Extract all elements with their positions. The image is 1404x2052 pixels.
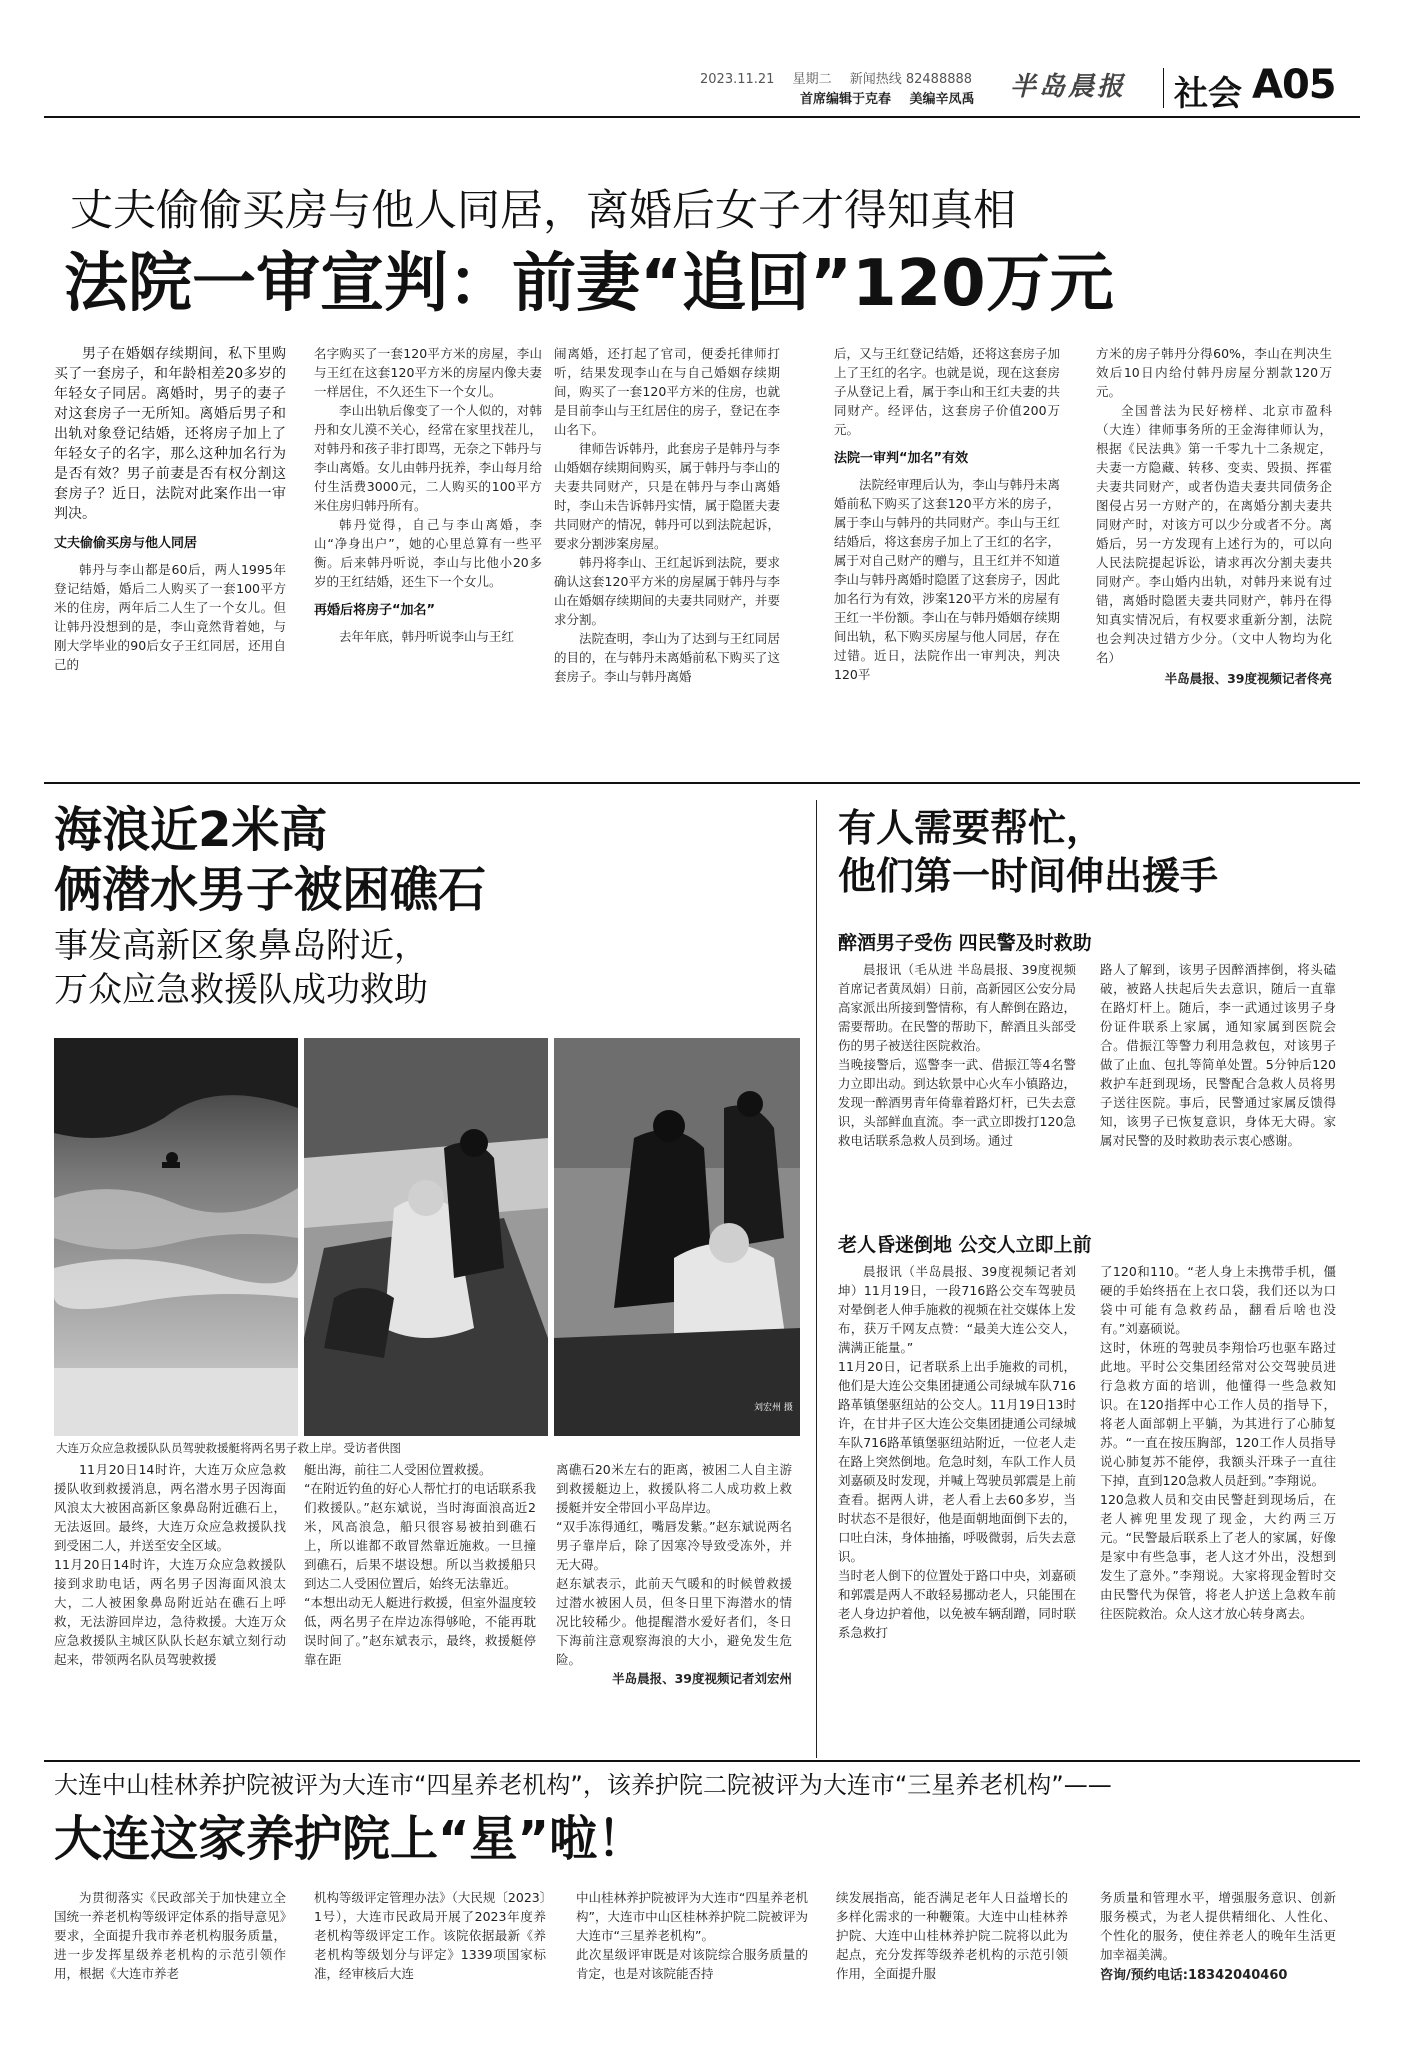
story4-body-2: 机构等级评定管理办法》（大民规〔2023〕1号），大连市民政局开展了2023年度养老机构等级评定工作。该院依据最新《养老机构等级划分与评定》1339项国家标准，经审核后大连 [314, 1890, 546, 1981]
story3-p1-body-2: 路人了解到，该男子因醉酒摔倒，将头磕破，被路人扶起后失去意识，随后一直靠在路灯杆上。随后，李一武通过该男子身份证件联系上家属，通知家属到医院会合。借振江等警力利用急救包，对该男子做了止血、包扎等简单处置。5分钟后120救护车赶到现场，民警配合急救人员将男子送往医院。事后，民警通过家属反馈得知，该男子已恢复意识，身体无大碍。家属对民警的及时救助表示衷心感谢。 [1100, 962, 1336, 1148]
story1-paragraph: 韩丹将李山、王红起诉到法院，要求确认这套120平方米的房屋属于韩丹与李山在婚姻存续期间的夫妻共同财产，并要求分割。 [554, 555, 780, 627]
story2-column-3 [556, 1460, 792, 1756]
column-divider [816, 800, 817, 1758]
masthead-rule [44, 116, 1360, 118]
rescue-photo-2 [304, 1038, 548, 1436]
art-editor: 美编辛凤禹 [909, 92, 975, 107]
story4-column-2 [314, 1888, 546, 2038]
story1-column-2 [314, 344, 542, 764]
hotline: 新闻热线 82488888 [849, 72, 973, 87]
story2-headline-line1: 海浪近2米高 [54, 802, 328, 858]
story3-p1-body-1: 晨报讯（毛从进 半岛晨报、39度视频首席记者黄凤娟）日前，高新园区公安分局高家派出所接到警情称，有人醉倒在路边，需要帮助。在民警的帮助下，醉酒且头部受伤的男子被送往医院救治。 当晚接警后，巡警李一武、借振江等4名警力立即出动。到达软景中心火车小镇路边，发现一醉酒男青年倚靠着路灯杆，已失去意识，头部鲜血直流。李一武立即拨打120急救电话联系急救人员到场。通过 [838, 962, 1076, 1148]
weekday: 星期二 [792, 72, 832, 87]
page-number: A05 [1252, 62, 1336, 108]
story3-p1-column-1 [838, 960, 1076, 1218]
photo-watermark: 刘宏州 摄 [754, 1403, 793, 1413]
section-name: 社会 [1174, 74, 1242, 114]
paper-name: 半岛晨报 [1010, 72, 1127, 102]
story1-column-3 [554, 344, 780, 764]
story1-paragraph: 去年年底，韩丹听说李山与王红 [339, 629, 515, 644]
story3-headline [838, 804, 1358, 900]
story1-paragraph: 韩丹与李山都是60后，两人1995年登记结婚，婚后二人购买了一套100平方米的住房，两年后二人生了一个女儿。但让韩丹没想到的是，李山竟然背着她，与刚大学毕业的90后女子王红同居，还用自己的 [54, 562, 286, 672]
story1-subhead-1: 丈夫偷偷买房与他人同居 [54, 536, 198, 551]
story4-column-4 [836, 1888, 1068, 2038]
story1-subhead-2: 再婚后将房子“加名” [314, 603, 436, 618]
story4-column-3 [576, 1888, 808, 2038]
rescue-photo-1 [54, 1038, 298, 1436]
section-rule-2 [44, 1760, 1360, 1762]
chief-editor: 首席编辑于克春 [800, 92, 892, 107]
rescue-photo-2-image [304, 1038, 548, 1436]
story1-byline: 半岛晨报、39度视频记者佟亮 [1164, 671, 1332, 686]
story3-subhead-2: 老人昏迷倒地 公交人立即上前 [838, 1234, 1092, 1256]
masthead-editor-line [800, 88, 1020, 107]
story4-headline: 大连这家养护院上“星”啦！ [54, 1811, 646, 1867]
story4-body-1: 为贯彻落实《民政部关于加快建立全国统一养老机构等级评定体系的指导意见》要求，全面提升我市养老机构服务质量，进一步发挥星级养老机构的示范引领作用，根据《大连市养老 [54, 1890, 286, 1981]
story3-headline-line1: 有人需要帮忙， [838, 806, 1105, 850]
story3-p1-column-2 [1100, 960, 1336, 1218]
story4-kicker: 大连中山桂林养护院被评为大连市“四星养老机构”，该养护院二院被评为大连市“三星养老机构”—— [54, 1771, 1112, 1799]
story1-column-4 [834, 344, 1060, 764]
story4-body-4: 续发展指高，能否满足老年人日益增长的多样化需求的一种鞭策。大连中山桂林养护院、大连中山桂林养护院二院将以此为起点，充分发挥等级养老机构的示范引领作用，全面提升服 [836, 1890, 1068, 1981]
story1-paragraph: 全国普法为民好榜样、北京市盈科（大连）律师事务所的王金海律师认为，根据《民法典》第一千零九十二条规定，夫妻一方隐藏、转移、变卖、毁损、挥霍夫妻共同财产，或者伪造夫妻共同债务企图侵占另一方财产的，在离婚分割夫妻共同财产时，对该方可以少分或者不分。离婚后，另一方发现有上述行为的，可以向人民法院提起诉讼，请求再次分割夫妻共同财产。李山婚内出轨，对韩丹来说有过错，离婚时隐匿夫妻共同财产，韩丹在得知真实情况后，有权要求重新分割，法院也会判决过错方少分。（文中人物均为化名） [1096, 403, 1332, 665]
story4-contact: 咨询/预约电话:18342040460 [1100, 1968, 1288, 1983]
story1-kicker: 丈夫偷偷买房与他人同居，离婚后女子才得知真相 [70, 186, 1016, 236]
rescue-photo-1-image [54, 1038, 298, 1436]
masthead-divider [1163, 68, 1164, 108]
story1-paragraph: 法院经审理后认为，李山与韩丹未离婚前私下购买了这套120平方米的房子，属于李山与韩丹的共同财产。李山与王红结婚后，将这套房子加上了王红的名字，属于对自己财产的赠与，且王红并不知道李山与韩丹离婚时隐匿了这套房子，因此加名行为有效，涉案120平方米的房屋有王红一半份额。李山在与韩丹婚姻存续期间出轨，私下购买房屋与他人同居，存在过错。近日，法院作出一审判决，判决120平 [834, 477, 1060, 682]
story2-body-3: 离礁石20米左右的距离，被困二人自主游到救援艇边上，救援队将二人成功救上救援艇并安全带回小平岛岸边。 “双手冻得通红，嘴唇发紫。”赵东斌说两名男子靠岸后，除了因寒冷导致受冻外，并无大碍。 赵东斌表示，此前天气暖和的时候曾救援过潜水被困人员，但冬日里下海潜水的情况比较稀少。他提醒潜水爱好者们，冬日下海前注意观察海浪的大小，避免发生危险。 [556, 1462, 792, 1667]
story1-paragraph: 闹离婚，还打起了官司，便委托律师打听，结果发现李山在与自己婚姻存续期间，购买了一套120平方米的住房，也就是目前李山与王红居住的房子，登记在李山名下。 [554, 346, 780, 437]
section-rule-1 [44, 782, 1360, 784]
story2-body-1: 11月20日14时许，大连万众应急救援队收到救援消息，两名潜水男子因海面风浪太大被困高新区象鼻岛附近礁石上，无法返回。最终，大连万众应急救援队找到受困二人，并送至安全区域。 11月20日14时许，大连万众应急救援队接到求助电话，两名男子因海面风浪太大，二人被困象鼻岛附近站在礁石上呼救，无法游回岸边，急待救援。大连万众应急救援队主城区队队长赵东斌立刻行动起来，带领两名队员驾驶救援 [54, 1462, 286, 1667]
story1-paragraph: 律师告诉韩丹，此套房子是韩丹与李山婚姻存续期间购买，属于韩丹与李山的夫妻共同财产，只是在韩丹与李山离婚时，李山未告诉韩丹实情，属于隐匿夫妻共同财产的情况，韩丹可以到法院起诉，要求分割涉案房屋。 [554, 441, 780, 551]
story1-paragraph: 后，又与王红登记结婚，还将这套房子加上了王红的名字。也就是说，现在这套房子从登记上看，属于李山和王红夫妻的共同财产。经评估，这套房子价值200万元。 [834, 346, 1060, 437]
story1-lead: 男子在婚姻存续期间，私下里购买了一套房子，和年龄相差20多岁的年轻女子同居。离婚时，男子的妻子对这套房子一无所知。离婚后男子和出轨对象登记结婚，还将房子加上了年轻女子的名字，那么这种加名行为是否有效？男子前妻是否有权分割这套房子？近日，法院对此案作出一审判决。 [54, 346, 286, 522]
rescue-photo-3 [554, 1038, 800, 1436]
story2-deck-line1: 事发高新区象鼻岛附近， [54, 926, 428, 966]
paper-logo [1010, 66, 1158, 112]
story1-column-1 [54, 344, 286, 764]
story1-paragraph: 法院查明，李山为了达到与王红同居的目的，在与韩丹未离婚前私下购买了这套房子。李山与韩丹离婚 [554, 631, 780, 684]
story1-paragraph: 名字购买了一套120平方米的房屋，李山与王红在这套120平方米的房屋内像夫妻一样居住，不久还生下一个女儿。 [314, 346, 542, 399]
story1-paragraph: 韩丹觉得，自己与李山离婚，李山“净身出户”，她的心里总算有一些平衡。后来韩丹听说，李山与比他小20多岁的王红结婚，还生下一个女儿。 [314, 517, 542, 589]
story2-body-2: 艇出海，前往二人受困位置救援。 “在附近钓鱼的好心人帮忙打的电话联系我们救援队。”赵东斌说，当时海面浪高近2米，风高浪急，船只很容易被拍到礁石上，所以谁都不敢冒然靠近施救。一旦撞到礁石，后果不堪设想。所以当救援船只到达二人受困位置后，始终无法靠近。 “本想出动无人艇进行救援，但室外温度较低，两名男子在岸边冻得够呛，不能再耽误时间了。”赵东斌表示，最终，救援艇停靠在距 [304, 1462, 536, 1667]
story1-headline: 法院一审宣判：前妻“追回”120万元 [64, 247, 1114, 321]
story2-column-2 [304, 1460, 536, 1756]
story2-headline-line2: 俩潜水男子被困礁石 [54, 862, 487, 918]
story3-p2-column-1 [838, 1262, 1076, 1756]
story4-body-3: 中山桂林养护院被评为大连市“四星养老机构”，大连市中山区桂林养护院二院被评为大连市“三星养老机构”。 此次星级评审既是对该院综合服务质量的肯定，也是对该院能否持 [576, 1890, 808, 1981]
story3-subhead-1: 醉酒男子受伤 四民警及时救助 [838, 932, 1092, 954]
story3-p2-body-2: 了120和110。“老人身上未携带手机，僵硬的手始终捂在上衣口袋，我们还以为口袋中可能有急救药品，翻看后啥也没有。”刘嘉硕说。 这时，休班的驾驶员李翔恰巧也驱车路过此地。平时公交集团经常对公交驾驶员进行急救方面的培训，他懂得一些急救知识。在120指挥中心工作人员的指导下，将老人面部朝上平躺，为其进行了心肺复苏。“一直在按压胸部，120工作人员指导说心肺复苏不能停，我额头汗珠子一直往下掉，直到120急救人员赶到。”李翔说。 120急救人员和交由民警赶到现场后，在老人裤兜里发现了现金，大约两三万元。“民警最后联系上了老人的家属，好像是家中有些急事，老人这才外出，没想到发生了意外。”李翔说。大家将现金暂时交由民警代为保管，将老人护送上急救车前往医院救治。众人这才放心转身离去。 [1100, 1264, 1336, 1621]
story1-paragraph: 方米的房子韩丹分得60%，李山在判决生效后10日内给付韩丹房屋分割款120万元。 [1096, 346, 1332, 399]
masthead [0, 0, 1404, 120]
story3-headline-line2: 他们第一时间伸出援手 [838, 854, 1219, 898]
story3-p2-column-2 [1100, 1262, 1336, 1756]
story2-byline: 半岛晨报、39度视频记者刘宏州 [612, 1671, 792, 1686]
story2-headline [54, 800, 614, 1012]
story3-p2-body-1: 晨报讯（半岛晨报、39度视频记者刘坤）11月19日，一段716路公交车驾驶员对晕倒老人伸手施救的视频在社交媒体上发布，获万千网友点赞：“最美大连公交人，满满正能量。” 11月20日，记者联系上出手施救的司机，他们是大连公交集团捷通公司绿城车队716路革镇堡驱纽站的公交人。11月19日13时许，在甘井子区大连公交集团捷通公司绿城车队716路革镇堡驱纽站附近，一位老人走在路上突然倒地。危急时刻，车队工作人员刘嘉硕及时发现，并喊上驾驶员郭震是上前查看。据两人讲，老人看上去60多岁，当时状态不是很好，他是面朝地面倒下去的，口吐白沫，身体抽搐，呼吸微弱，后失去意识。 当时老人倒下的位置处于路口中央，刘嘉硕和郭震是两人不敢轻易挪动老人，只能围在老人身边护着他，以免被车辆刮蹭，同时联系急救打 [838, 1264, 1076, 1640]
story1-paragraph: 李山出轨后像变了一个人似的，对韩丹和女儿漠不关心，经常在家里找茬儿，对韩丹和孩子非打即骂，无奈之下韩丹与李山离婚。女儿由韩丹抚养，李山每月给付生活费3000元，二人购买的100平方米住房归韩丹所有。 [314, 403, 542, 513]
story1-column-5 [1096, 344, 1332, 764]
story2-deck-line2: 万众应急救援队成功救助 [54, 970, 428, 1010]
story2-column-1 [54, 1460, 286, 1756]
rescue-photo-3-image [554, 1038, 800, 1436]
story1-subhead-3: 法院一审判“加名”有效 [834, 451, 969, 466]
story4-body-5: 务质量和管理水平，增强服务意识、创新服务模式，为老人提供精细化、人性化、个性化的服务，使住养老人的晚年生活更加幸福美满。 [1100, 1890, 1336, 1962]
date: 2023.11.21 [700, 72, 775, 87]
masthead-date-line [700, 68, 1000, 87]
photo-caption: 大连万众应急救援队队员驾驶救援艇将两名男子救上岸。受访者供图 [56, 1441, 401, 1455]
story4-column-1 [54, 1888, 286, 2038]
story4-column-5 [1100, 1888, 1336, 2038]
